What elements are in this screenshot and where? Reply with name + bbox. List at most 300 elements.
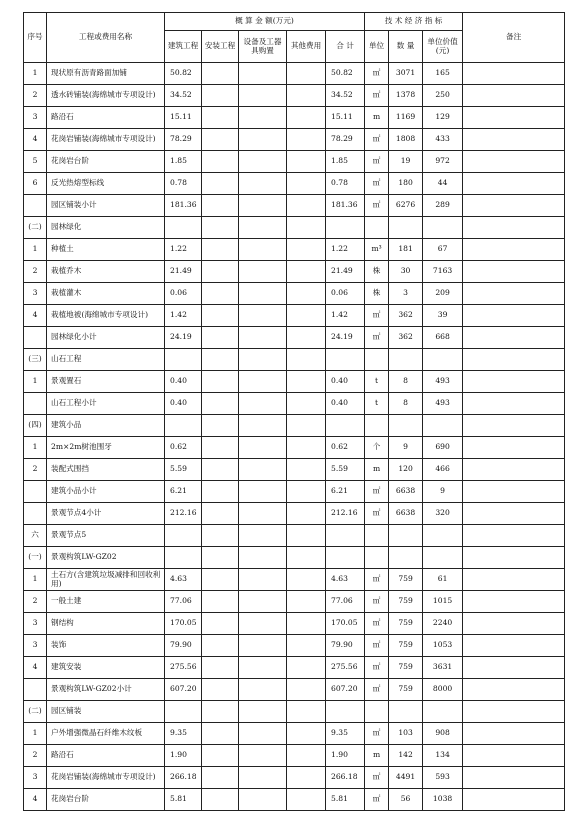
cell-other [287, 107, 326, 129]
cell-unit-price: 1015 [423, 591, 463, 613]
cell-building [165, 217, 202, 239]
cell-remark [463, 261, 565, 283]
cell-other [287, 547, 326, 569]
cell-install [202, 745, 239, 767]
cell-no: 2 [24, 261, 47, 283]
cell-name: 景观节点4小计 [47, 503, 165, 525]
cell-equipment [239, 569, 287, 591]
cell-name: 栽植乔木 [47, 261, 165, 283]
cell-building: 1.85 [165, 151, 202, 173]
cell-other [287, 591, 326, 613]
cell-total: 607.20 [326, 679, 365, 701]
cell-total: 78.29 [326, 129, 365, 151]
header-remark: 备注 [463, 13, 565, 63]
cell-qty: 1808 [389, 129, 423, 151]
cell-no: 3 [24, 283, 47, 305]
cell-other [287, 723, 326, 745]
cell-remark [463, 569, 565, 591]
cell-unit: ㎡ [365, 635, 389, 657]
cell-name: 园区铺装 [47, 701, 165, 723]
cell-building [165, 701, 202, 723]
cell-remark [463, 591, 565, 613]
cell-remark [463, 459, 565, 481]
cell-name: 山石工程小计 [47, 393, 165, 415]
cell-remark [463, 525, 565, 547]
cell-qty: 8 [389, 371, 423, 393]
header-unit-price: 单位价值(元) [423, 31, 463, 63]
cell-remark [463, 547, 565, 569]
cell-building: 21.49 [165, 261, 202, 283]
cell-unit: ㎡ [365, 657, 389, 679]
cell-qty: 759 [389, 569, 423, 591]
header-unit: 单位 [365, 31, 389, 63]
cell-building: 0.06 [165, 283, 202, 305]
cell-unit: ㎡ [365, 63, 389, 85]
cell-qty: 1378 [389, 85, 423, 107]
cell-no: 4 [24, 657, 47, 679]
cell-unit-price: 320 [423, 503, 463, 525]
cell-qty: 120 [389, 459, 423, 481]
cell-no: 1 [24, 569, 47, 591]
cell-unit: m [365, 107, 389, 129]
cell-total: 9.35 [326, 723, 365, 745]
cell-unit-price: 3631 [423, 657, 463, 679]
cell-name: 户外增强微晶石纤维木纹板 [47, 723, 165, 745]
cell-unit-price: 908 [423, 723, 463, 745]
cell-building: 5.81 [165, 789, 202, 811]
cell-qty [389, 415, 423, 437]
cell-no: (四) [24, 415, 47, 437]
cell-equipment [239, 437, 287, 459]
cell-other [287, 217, 326, 239]
cell-name: 路沿石 [47, 107, 165, 129]
cell-unit: ㎡ [365, 679, 389, 701]
table-row [24, 481, 565, 503]
header-tech-group: 技 术 经 济 指 标 [365, 13, 463, 31]
cell-no: 1 [24, 437, 47, 459]
cell-no: 六 [24, 525, 47, 547]
cell-name: 一般土建 [47, 591, 165, 613]
cell-total: 4.63 [326, 569, 365, 591]
cell-remark [463, 107, 565, 129]
table-row [24, 503, 565, 525]
cell-total: 212.16 [326, 503, 365, 525]
cell-total: 0.62 [326, 437, 365, 459]
cell-qty: 30 [389, 261, 423, 283]
cell-building: 0.40 [165, 393, 202, 415]
cell-unit: 株 [365, 283, 389, 305]
cell-install [202, 679, 239, 701]
cell-qty: 103 [389, 723, 423, 745]
cell-other [287, 349, 326, 371]
cell-name: 现状原有沥青路面加铺 [47, 63, 165, 85]
table-row [24, 613, 565, 635]
cell-name: 装饰 [47, 635, 165, 657]
cell-unit-price: 8000 [423, 679, 463, 701]
cell-no: 3 [24, 767, 47, 789]
cell-no: 4 [24, 789, 47, 811]
cell-total: 1.42 [326, 305, 365, 327]
cell-install [202, 305, 239, 327]
cell-unit: ㎡ [365, 129, 389, 151]
cell-name: 园林绿化小计 [47, 327, 165, 349]
cell-remark [463, 723, 565, 745]
header-qty: 数 量 [389, 31, 423, 63]
cell-building: 170.05 [165, 613, 202, 635]
estimate-table [23, 12, 565, 811]
cell-other [287, 613, 326, 635]
table-header [24, 13, 565, 63]
cell-unit: ㎡ [365, 569, 389, 591]
cell-no [24, 327, 47, 349]
cell-equipment [239, 63, 287, 85]
cell-building: 79.90 [165, 635, 202, 657]
cell-remark [463, 393, 565, 415]
cell-building: 181.36 [165, 195, 202, 217]
cell-install [202, 349, 239, 371]
cell-qty: 6276 [389, 195, 423, 217]
cell-no: 1 [24, 723, 47, 745]
cell-name: 园林绿化 [47, 217, 165, 239]
cell-equipment [239, 591, 287, 613]
cell-no: 1 [24, 239, 47, 261]
cell-unit-price: 1038 [423, 789, 463, 811]
cell-qty: 4491 [389, 767, 423, 789]
cell-name: 建筑小品 [47, 415, 165, 437]
cell-qty: 362 [389, 327, 423, 349]
cell-remark [463, 371, 565, 393]
cell-building: 0.62 [165, 437, 202, 459]
table-row [24, 745, 565, 767]
cell-name: 花岗岩铺装(海绵城市专项设计) [47, 129, 165, 151]
cell-other [287, 173, 326, 195]
cell-other [287, 371, 326, 393]
cell-install [202, 327, 239, 349]
cell-equipment [239, 481, 287, 503]
cell-unit-price: 165 [423, 63, 463, 85]
cell-unit-price [423, 701, 463, 723]
cell-building: 0.40 [165, 371, 202, 393]
cell-remark [463, 327, 565, 349]
cell-qty: 759 [389, 591, 423, 613]
header-name: 工程或费用名称 [47, 13, 165, 63]
cell-building [165, 349, 202, 371]
table-row [24, 305, 565, 327]
cell-unit [365, 349, 389, 371]
cell-building: 77.06 [165, 591, 202, 613]
cell-building: 266.18 [165, 767, 202, 789]
cell-unit-price: 61 [423, 569, 463, 591]
cell-no: 6 [24, 173, 47, 195]
cell-total [326, 525, 365, 547]
cell-equipment [239, 459, 287, 481]
cell-unit: m [365, 745, 389, 767]
cell-total: 266.18 [326, 767, 365, 789]
cell-equipment [239, 195, 287, 217]
cell-equipment [239, 305, 287, 327]
cell-building [165, 415, 202, 437]
cell-install [202, 613, 239, 635]
cell-total: 0.06 [326, 283, 365, 305]
cell-equipment [239, 701, 287, 723]
cell-building: 50.82 [165, 63, 202, 85]
cell-total: 5.59 [326, 459, 365, 481]
cell-equipment [239, 393, 287, 415]
table-row [24, 85, 565, 107]
cell-unit [365, 525, 389, 547]
cell-no: 5 [24, 151, 47, 173]
cell-unit-price: 44 [423, 173, 463, 195]
cell-install [202, 547, 239, 569]
cell-install [202, 173, 239, 195]
cell-name: 景观节点5 [47, 525, 165, 547]
cell-install [202, 415, 239, 437]
cell-equipment [239, 217, 287, 239]
cell-unit [365, 217, 389, 239]
cell-building: 9.35 [165, 723, 202, 745]
table-row [24, 459, 565, 481]
cell-no: 2 [24, 591, 47, 613]
cell-remark [463, 767, 565, 789]
cell-equipment [239, 349, 287, 371]
cell-install [202, 107, 239, 129]
cell-building: 1.22 [165, 239, 202, 261]
table-body [24, 63, 565, 811]
table-row [24, 151, 565, 173]
cell-total [326, 349, 365, 371]
cell-equipment [239, 547, 287, 569]
cell-install [202, 635, 239, 657]
cell-total: 24.19 [326, 327, 365, 349]
cell-total: 79.90 [326, 635, 365, 657]
table-row [24, 569, 565, 591]
cell-unit: ㎡ [365, 305, 389, 327]
cell-install [202, 789, 239, 811]
cell-other [287, 239, 326, 261]
cell-remark [463, 129, 565, 151]
cell-equipment [239, 283, 287, 305]
cell-total [326, 217, 365, 239]
cell-unit-price [423, 217, 463, 239]
cell-unit: 株 [365, 261, 389, 283]
cell-no: (二) [24, 217, 47, 239]
cell-qty: 759 [389, 613, 423, 635]
cell-unit: ㎡ [365, 591, 389, 613]
cell-install [202, 195, 239, 217]
cell-remark [463, 635, 565, 657]
cell-building: 6.21 [165, 481, 202, 503]
cell-unit: t [365, 393, 389, 415]
cell-other [287, 283, 326, 305]
cell-unit-price: 433 [423, 129, 463, 151]
cell-other [287, 305, 326, 327]
table-row [24, 107, 565, 129]
cell-name: 路沿石 [47, 745, 165, 767]
cell-name: 景观置石 [47, 371, 165, 393]
cell-total: 50.82 [326, 63, 365, 85]
cell-unit-price: 493 [423, 393, 463, 415]
table-row [24, 701, 565, 723]
cell-name: 景观构筑LW-GZ02 [47, 547, 165, 569]
cell-qty: 3 [389, 283, 423, 305]
cell-install [202, 151, 239, 173]
cell-total: 1.22 [326, 239, 365, 261]
cell-qty [389, 217, 423, 239]
cell-total: 0.78 [326, 173, 365, 195]
table-row [24, 679, 565, 701]
table-row [24, 327, 565, 349]
cell-building: 607.20 [165, 679, 202, 701]
cell-other [287, 393, 326, 415]
cell-qty: 759 [389, 657, 423, 679]
cell-other [287, 701, 326, 723]
table-row [24, 63, 565, 85]
cell-total: 1.85 [326, 151, 365, 173]
table-row [24, 635, 565, 657]
cell-name: 花岗岩台阶 [47, 789, 165, 811]
cell-name: 花岗岩铺装(海绵城市专项设计) [47, 767, 165, 789]
cell-remark [463, 151, 565, 173]
cell-unit-price: 250 [423, 85, 463, 107]
cell-name: 园区铺装小计 [47, 195, 165, 217]
cell-unit-price [423, 349, 463, 371]
cell-remark [463, 415, 565, 437]
estimate-sheet [23, 12, 564, 811]
cell-other [287, 327, 326, 349]
cell-name: 透水砖铺装(海绵城市专项设计) [47, 85, 165, 107]
cell-unit-price: 289 [423, 195, 463, 217]
cell-unit: ㎡ [365, 767, 389, 789]
cell-remark [463, 283, 565, 305]
cell-total: 275.56 [326, 657, 365, 679]
cell-equipment [239, 503, 287, 525]
cell-other [287, 437, 326, 459]
cell-name: 装配式围挡 [47, 459, 165, 481]
cell-other [287, 129, 326, 151]
cell-qty: 362 [389, 305, 423, 327]
cell-total: 15.11 [326, 107, 365, 129]
cell-remark [463, 437, 565, 459]
header-no: 序号 [24, 13, 47, 63]
cell-equipment [239, 415, 287, 437]
header-install: 安装工程 [202, 31, 239, 63]
cell-install [202, 591, 239, 613]
cell-qty: 3071 [389, 63, 423, 85]
cell-qty: 181 [389, 239, 423, 261]
table-row [24, 415, 565, 437]
cell-equipment [239, 239, 287, 261]
cell-other [287, 635, 326, 657]
cell-unit: ㎡ [365, 503, 389, 525]
cell-total: 0.40 [326, 393, 365, 415]
cell-total: 6.21 [326, 481, 365, 503]
cell-remark [463, 85, 565, 107]
cell-install [202, 63, 239, 85]
header-estimate-group: 概 算 金 额(万元) [165, 13, 365, 31]
cell-install [202, 239, 239, 261]
table-row [24, 173, 565, 195]
cell-no [24, 393, 47, 415]
cell-other [287, 481, 326, 503]
cell-building: 15.11 [165, 107, 202, 129]
cell-equipment [239, 789, 287, 811]
cell-equipment [239, 723, 287, 745]
header-other: 其他费用 [287, 31, 326, 63]
cell-install [202, 393, 239, 415]
cell-total: 181.36 [326, 195, 365, 217]
table-row [24, 723, 565, 745]
cell-install [202, 85, 239, 107]
cell-total: 170.05 [326, 613, 365, 635]
cell-unit: ㎡ [365, 173, 389, 195]
cell-install [202, 767, 239, 789]
cell-other [287, 569, 326, 591]
cell-unit: ㎡ [365, 481, 389, 503]
cell-equipment [239, 261, 287, 283]
cell-no [24, 481, 47, 503]
cell-total: 77.06 [326, 591, 365, 613]
cell-equipment [239, 327, 287, 349]
cell-name: 花岗岩台阶 [47, 151, 165, 173]
cell-name: 土石方(含建筑垃圾减排和回收利用) [47, 569, 165, 591]
cell-remark [463, 305, 565, 327]
cell-total: 34.52 [326, 85, 365, 107]
cell-no: 2 [24, 459, 47, 481]
table-row [24, 767, 565, 789]
cell-unit: t [365, 371, 389, 393]
cell-qty [389, 547, 423, 569]
cell-unit-price: 2240 [423, 613, 463, 635]
cell-unit: m³ [365, 239, 389, 261]
cell-unit: ㎡ [365, 613, 389, 635]
cell-name: 2m×2m树池围牙 [47, 437, 165, 459]
cell-qty: 180 [389, 173, 423, 195]
cell-unit [365, 415, 389, 437]
cell-unit-price: 129 [423, 107, 463, 129]
header-building: 建筑工程 [165, 31, 202, 63]
cell-name: 反光热熔型标线 [47, 173, 165, 195]
cell-no: (一) [24, 547, 47, 569]
cell-unit-price: 493 [423, 371, 463, 393]
cell-unit [365, 701, 389, 723]
cell-unit: m [365, 459, 389, 481]
cell-equipment [239, 613, 287, 635]
cell-unit: ㎡ [365, 723, 389, 745]
cell-other [287, 789, 326, 811]
cell-unit-price: 1053 [423, 635, 463, 657]
cell-equipment [239, 525, 287, 547]
cell-install [202, 217, 239, 239]
cell-total [326, 701, 365, 723]
table-row [24, 217, 565, 239]
cell-qty: 6638 [389, 481, 423, 503]
cell-remark [463, 481, 565, 503]
table-row [24, 283, 565, 305]
table-row [24, 525, 565, 547]
cell-name: 栽植灌木 [47, 283, 165, 305]
cell-total: 0.40 [326, 371, 365, 393]
cell-equipment [239, 635, 287, 657]
cell-no: 3 [24, 635, 47, 657]
cell-unit [365, 547, 389, 569]
cell-install [202, 481, 239, 503]
cell-building: 4.63 [165, 569, 202, 591]
cell-install [202, 283, 239, 305]
cell-unit: ㎡ [365, 195, 389, 217]
cell-install [202, 657, 239, 679]
cell-no: 4 [24, 129, 47, 151]
cell-no [24, 503, 47, 525]
